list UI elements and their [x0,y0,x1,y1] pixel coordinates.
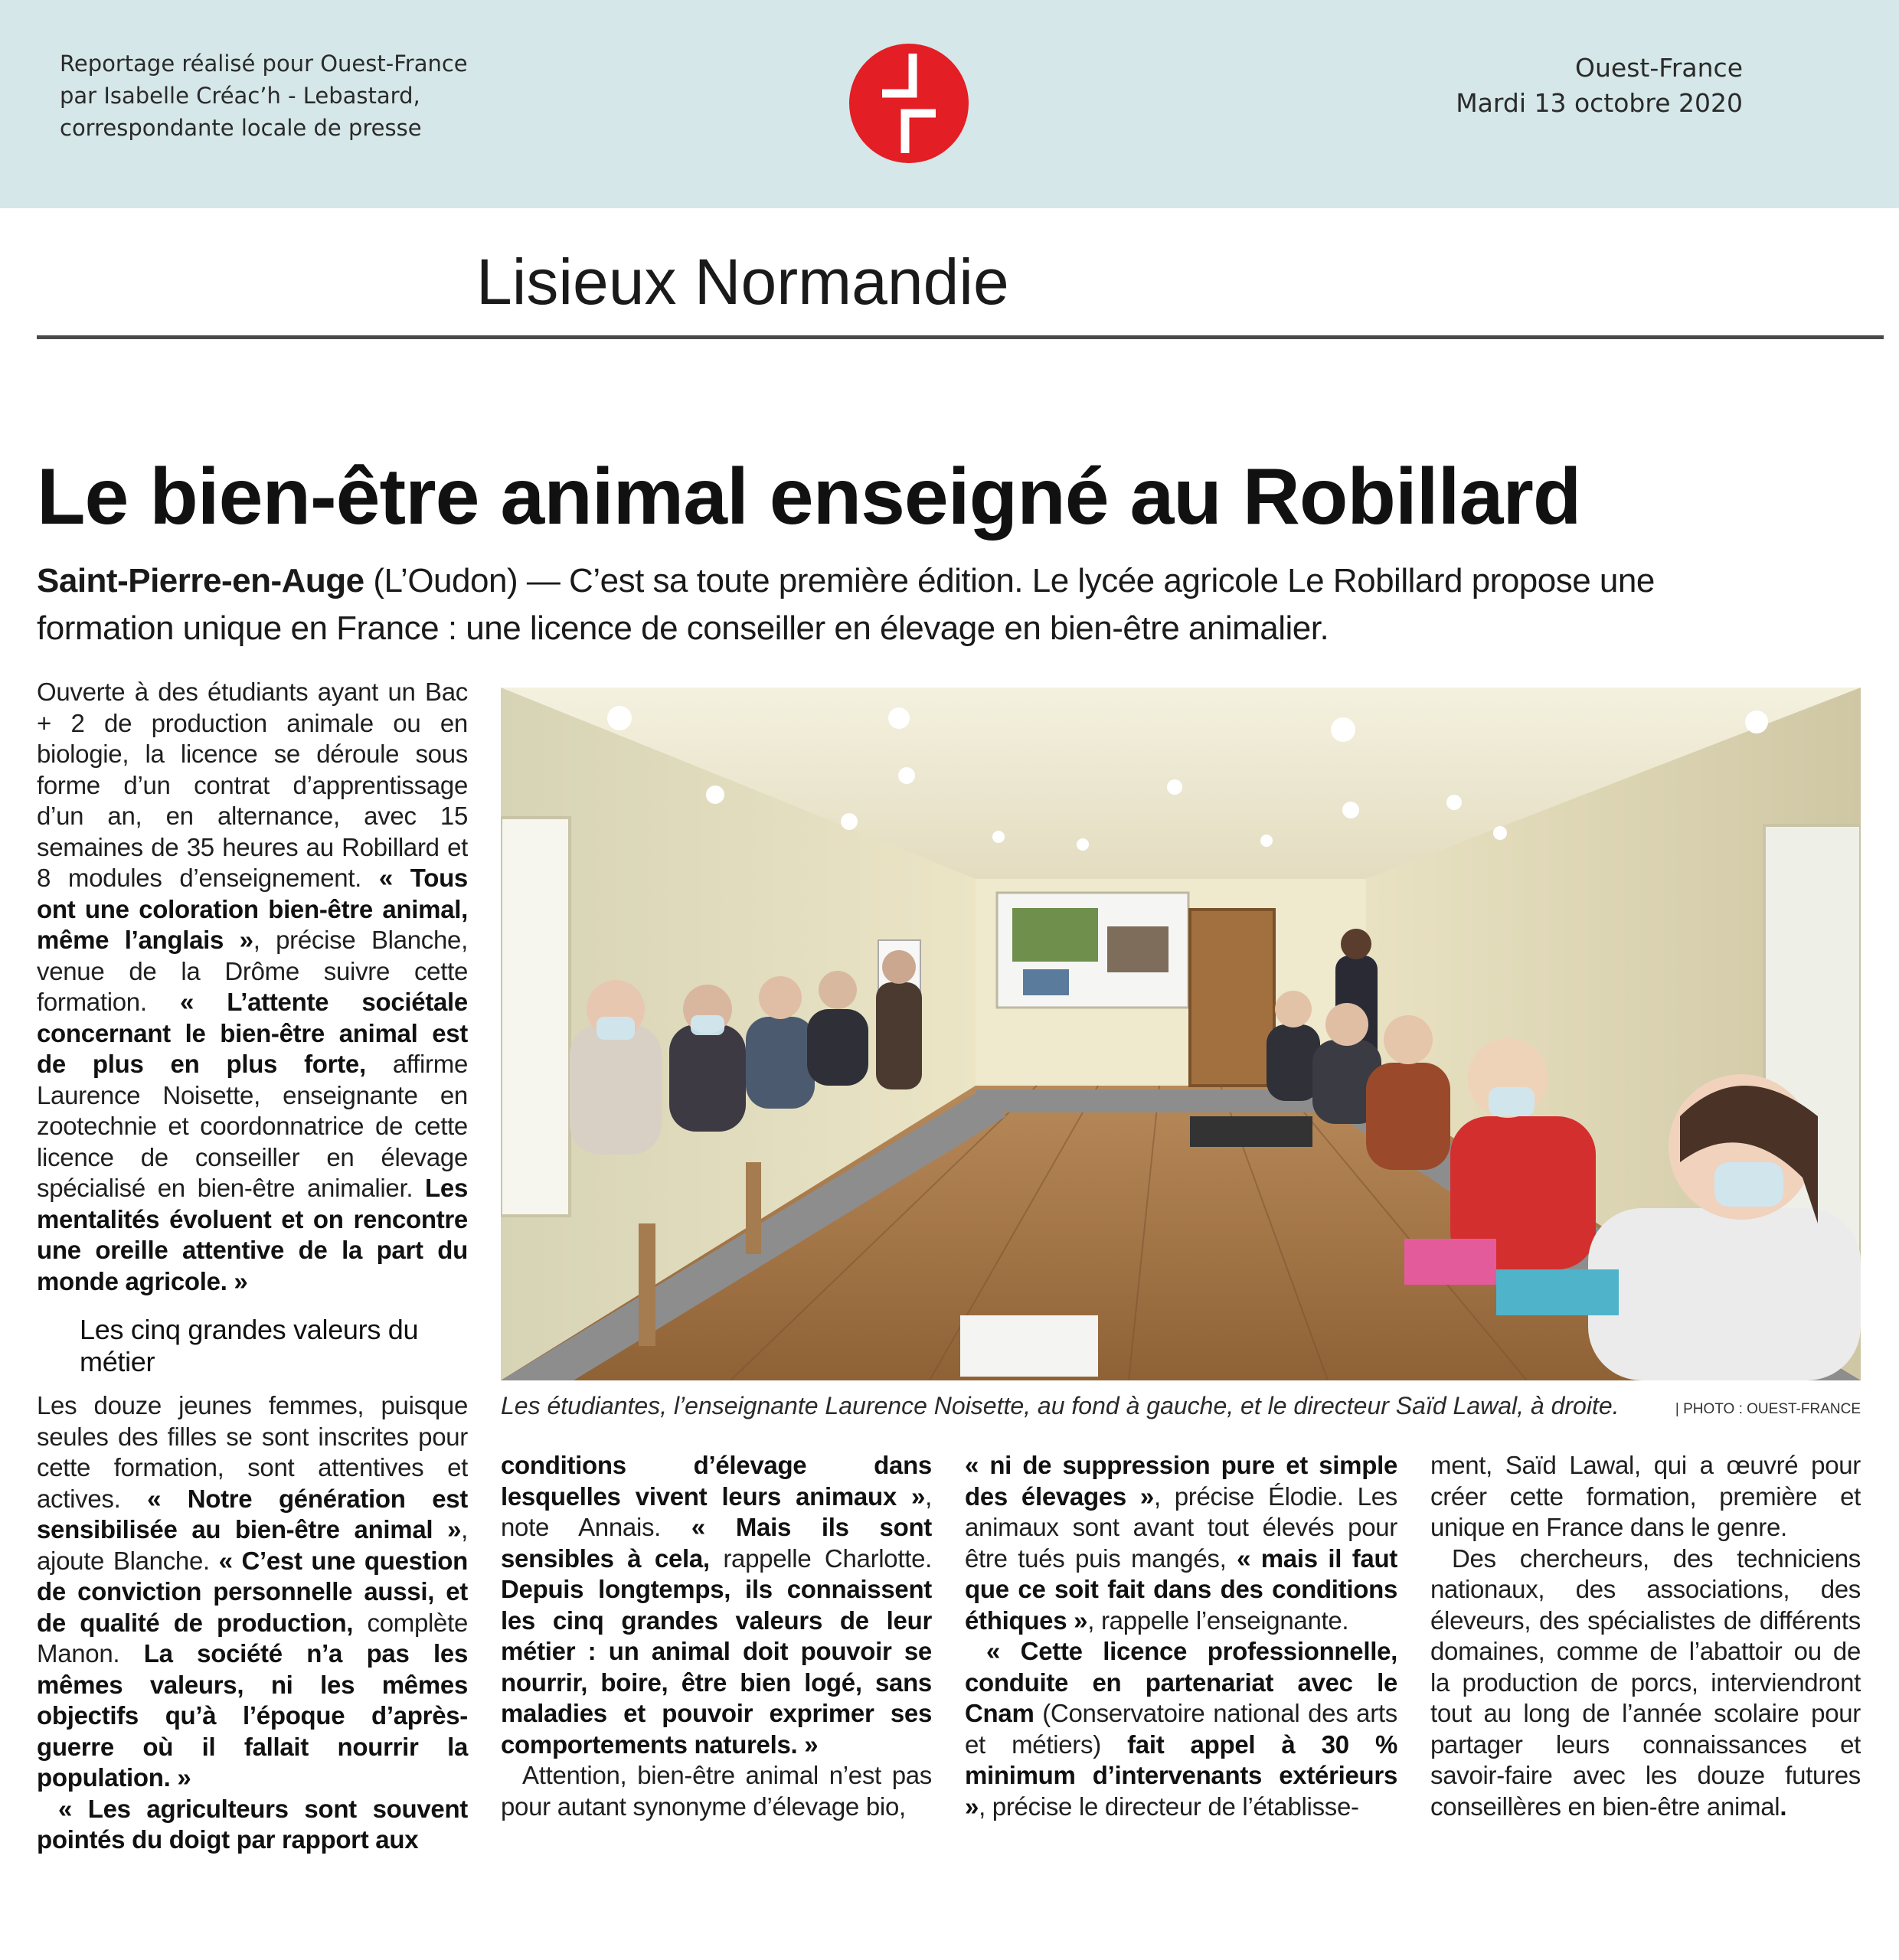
classroom-illustration [501,688,1861,1380]
article-lead [37,557,1683,652]
lead-locality: (L’Oudon) — [364,562,570,599]
photo-caption: Les étudiantes, l’enseignante Laurence Noisette, au fond à gauche, et le directeur Saïd Lawal, à droite. [501,1392,1620,1419]
quote-run: « Notre génération est sensibilisée au bien-être animal » [37,1484,469,1544]
publication-info [1283,51,1743,121]
text-run: , note Annais. [501,1481,932,1541]
column-2-paragraph-1 [501,1450,932,1760]
text-run: rappelle Charlotte. [709,1544,933,1573]
text-run: . [1780,1792,1787,1821]
section-divider [37,335,1884,339]
classroom-photo [501,688,1861,1380]
header-band [0,0,1899,208]
column-3-paragraph-1 [965,1450,1397,1636]
quote-run: La société n’a pas les mêmes valeurs, ni les mêmes objectifs qu’à l’époque d’après-guerre où il fallait nourrir la population. » [37,1639,468,1792]
lead-text: C’est sa toute première édition. Le lycée agricole Le Robillard propose une formation unique en France : une licence de conseiller en élevage en bien-être animalier. [37,562,1655,647]
publication-date: Mardi 13 octobre 2020 [1456,88,1743,118]
text-run: Ouverte à des étudiants ayant un Bac + 2 de production animale ou en biologie, la licence se déroule sous forme d’un contrat d’apprentissage d’un an, en alternance, avec 15 semaines de 35 heures au Robillard et 8 modules d’enseignement. [37,678,468,892]
text-run: , ajoute Blanche. [37,1515,468,1575]
text-run: , précise Élodie. Les animaux sont avant tout élevés pour être tués puis mangés, [965,1481,1397,1573]
text-run: complète Manon. [37,1608,469,1668]
quote-run: Depuis longtemps, ils connaissent les cinq grandes valeurs de leur métier : un animal doit pouvoir se nourrir, boire, être bien logé, sans maladies et pouvoir exprimer ses comportements naturels. » [501,1575,932,1759]
quote-run: « L’attente sociétale concernant le bien-être animal est de plus en plus forte, [37,988,468,1078]
column-1-paragraph-3 [37,1794,468,1856]
quote-run: « Les agriculteurs sont souvent pointés du doigt par rapport aux [37,1794,468,1854]
quote-run: fait appel à 30 % minimum d’intervenants extérieurs » [965,1730,1398,1821]
column-4-paragraph-1: ment, Saïd Lawal, qui a œuvré pour créer cette formation, première et unique en France dans le genre. [1430,1451,1861,1541]
article-column-2 [501,1450,932,1822]
column-1-paragraph-1 [37,677,468,1297]
article-column-3 [965,1450,1397,1822]
text-run: , précise le directeur de l’établisse- [979,1792,1359,1821]
reporter-credit [60,47,642,144]
quote-run: conditions d’élevage dans lesquelles vivent leurs animaux » [501,1451,932,1511]
quote-run: « ni de suppression pure et simple des élevages » [965,1451,1397,1511]
credit-line-3: correspondante locale de presse [60,115,422,141]
article-headline: Le bien-être animal enseigné au Robillard [37,452,1581,541]
column-3-paragraph-2 [965,1636,1397,1822]
article-column-1 [37,677,468,1856]
intertitle: Les cinq grandes valeurs du métier [80,1314,419,1377]
photo-caption-row [501,1392,1861,1426]
photo-credit: | PHOTO : OUEST-FRANCE [1675,1401,1861,1417]
quote-run: « C’est une question de conviction personnelle aussi, et de qualité de production, [37,1546,469,1637]
quote-run: « Cette licence professionnelle, conduite en partenariat avec le Cnam [965,1637,1397,1727]
text-run: Des chercheurs, des techniciens nationaux, des associations, des éleveurs, des spécialistes de différents domaines, comme de l’abattoir ou de la production de porcs, interviendront tout au long de l’année scolaire pour partager leurs connaissances et savoir-faire avec les douze futures conseillères en bien-être animal [1430,1544,1861,1821]
newspaper-name: Ouest-France [1575,53,1743,83]
column-2-paragraph-2: Attention, bien-être animal n’est pas pour autant synonyme d’élevage bio, [501,1761,932,1821]
column-4-paragraph-2 [1430,1544,1861,1823]
text-run: , précise Blanche, venue de la Drôme suivre cette formation. [37,926,468,1016]
lead-place: Saint-Pierre-en-Auge [37,562,364,599]
quote-run: « Mais ils sont sensibles à cela, [501,1513,932,1573]
column-1-paragraph-2 [37,1390,468,1794]
text-run: affirme Laurence Noisette, enseignante en zootechnie et coordonnatrice de cette licence de conseiller en élevage spécialisé en bien-être animalier. [37,1050,468,1202]
article-column-4 [1430,1450,1861,1822]
ouest-france-logo [848,43,969,164]
credit-line-1: Reportage réalisé pour Ouest-France [60,51,468,77]
text-run: (Conservatoire national des arts et métiers) [965,1699,1397,1759]
credit-line-2: par Isabelle Créac’h - Lebastard, [60,83,420,109]
quote-run: Les mentalités évoluent et on rencontre une oreille attentive de la part du monde agricole. » [37,1174,468,1295]
quote-run: « Tous ont une coloration bien-être animal, même l’anglais » [37,864,468,954]
quote-run: « mais il faut que ce soit fait dans des conditions éthiques » [965,1544,1397,1635]
text-run: , rappelle l’enseignante. [1087,1606,1349,1635]
text-run: Les douze jeunes femmes, puisque seules des filles se sont inscrites pour cette formation, sont attentives et actives. [37,1391,468,1513]
section-title: Lisieux Normandie [476,246,1009,318]
